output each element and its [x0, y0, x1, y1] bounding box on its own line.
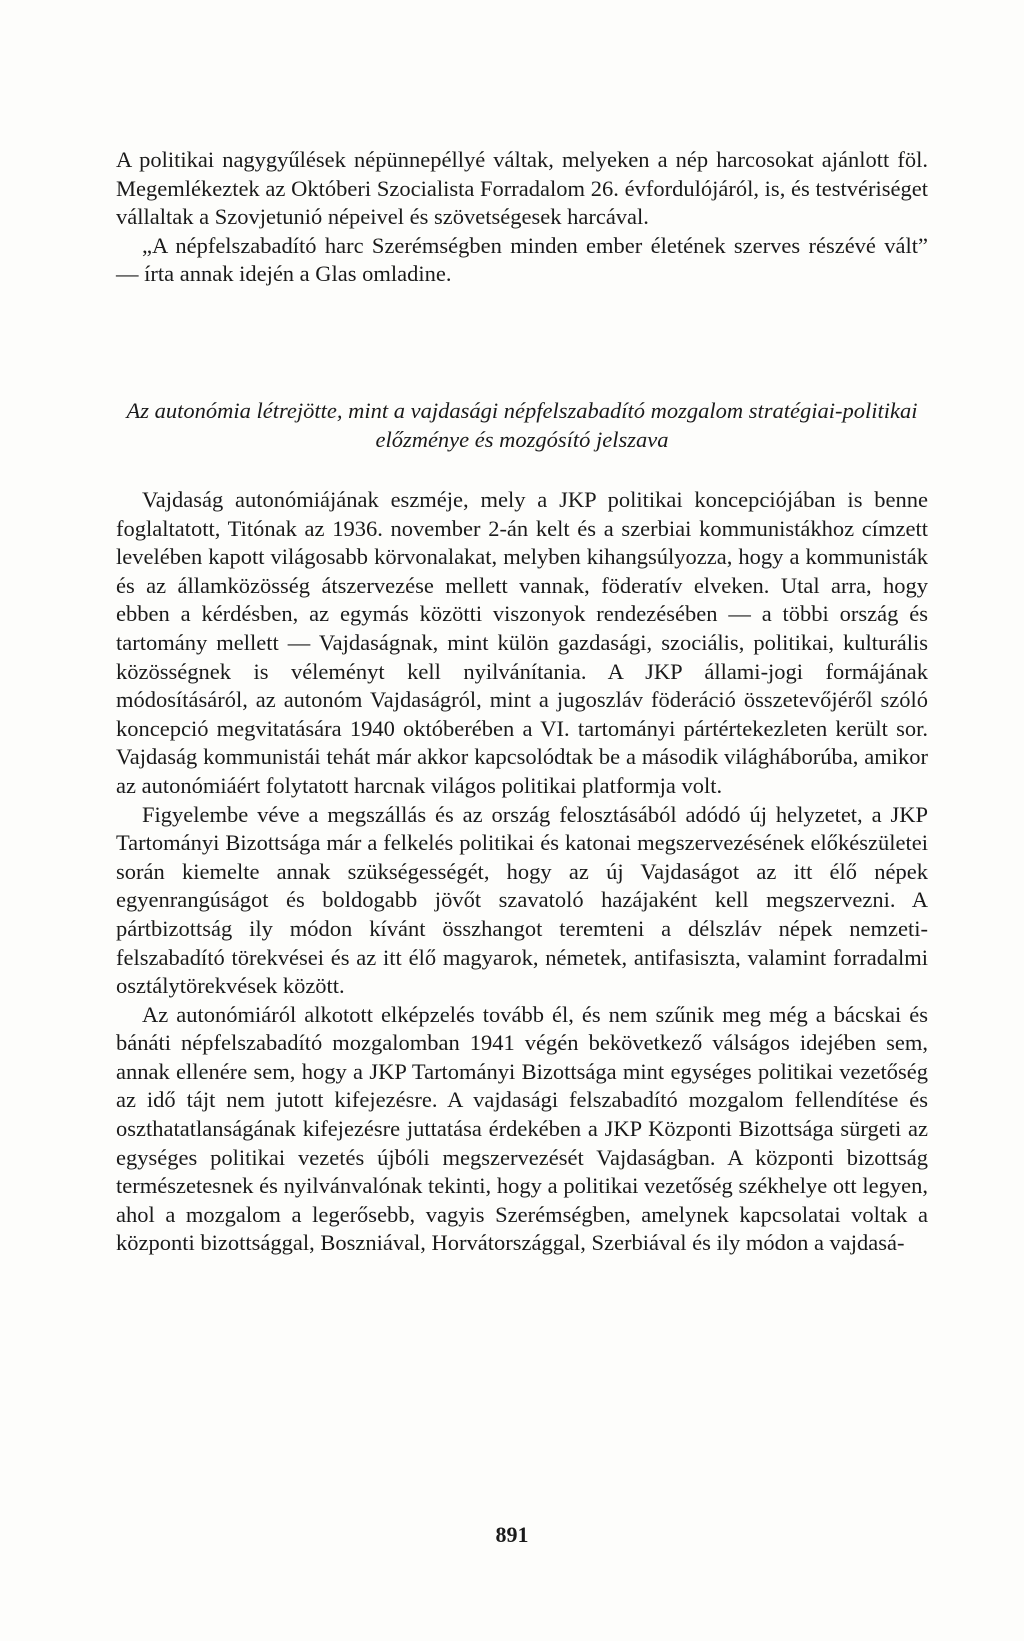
paragraph: Vajdaság autonómiájának eszméje, mely a JKP politikai koncepciójában is benne foglaltatott, Titónak az 1936. november 2-án kelt és a szerbiai kommunistákhoz címzett levelében kapott világosabb körvonalakat, melyben kihangsúlyozza, hogy a kommunisták és az államközösség átszervezése mellett vannak, föderatív elveken. Utal arra, hogy ebben a kérdésben, az egymás közötti viszonyok rendezésében — a többi ország és tartomány mellett — Vajdaságnak, mint külön gazdasági, szociális, politikai, kulturális közösségnek is véleményt kell nyilvánítania. A JKP állami-jogi formájának módosításáról, az autonóm Vajdaságról, mint a jugoszláv föderáció összetevőjéről szóló koncepció megvitatására 1940 októberében a VI. tartományi pártértekezleten került sor. Vajdaság kommunistái tehát már akkor kapcsolódtak be a második világháborúba, amikor az autonómiáért folytatott harcnak világos politikai platformja volt.: [116, 487, 928, 798]
paragraph: A politikai nagygyűlések népünnepéllyé váltak, melyeken a nép harcosokat ajánlott föl. Megemlékeztek az Októberi Szocialista Forradalom 26. évfordulójáról, is, és testvériséget vállaltak a Szovjetunió népeivel és szövetségesek harcával.: [116, 147, 928, 230]
body-text: [116, 486, 928, 1258]
section-heading: Az autonómia létrejötte, mint a vajdasági népfelszabadító mozgalom stratégiai-politikai előzménye és mozgósító jelszava: [126, 398, 918, 452]
paragraph: „A népfelszabadító harc Szerémségben minden ember életének szerves részévé vált” — írta annak idején a Glas omladine.: [116, 232, 928, 287]
intro-text: [116, 146, 928, 289]
paragraph: Az autonómiáról alkotott elképzelés tovább él, és nem szűnik meg még a bácskai és bánáti népfelszabadító mozgalomban 1941 végén bekövetkező válságos idejében sem, annak ellenére sem, hogy a JKP Tartományi Bizottsága mint egységes politikai vezetőség az idő tájt nem jutott kifejezésre. A vajdasági felszabadító mozgalom fellendítése és oszthatatlanságának kifejezésre juttatása érdekében a JKP Központi Bizottsága sürgeti az egységes politikai vezetés újbóli megszervezését Vajdaságban. A központi bizottság természetesnek és nyilvánvalónak tekinti, hogy a politikai vezetőség székhelye ott legyen, ahol a mozgalom a legerősebb, vagyis Szerémségben, amelynek kapcsolatai voltak a központi bizottsággal, Boszniával, Horvátországgal, Szerbiával és ily módon a vajdasá-: [116, 1001, 928, 1256]
paragraph: Figyelembe véve a megszállás és az ország felosztásából adódó új helyzetet, a JKP Tartományi Bizottsága már a felkelés politikai és katonai megszervezésének előkészületei során kiemelte annak szükségességét, hogy az új Vajdaságot az itt élő népek egyenrangúságot és boldogabb jövőt szavatoló hazájaként kell megszervezni. A pártbizottság ily módon kívánt összhangot teremteni a délszláv népek nemzeti-felszabadító törekvései és az itt élő magyarok, németek, antifasiszta, valamint forradalmi osztálytörekvések között.: [116, 801, 928, 999]
page-number: 891: [495, 1522, 529, 1547]
